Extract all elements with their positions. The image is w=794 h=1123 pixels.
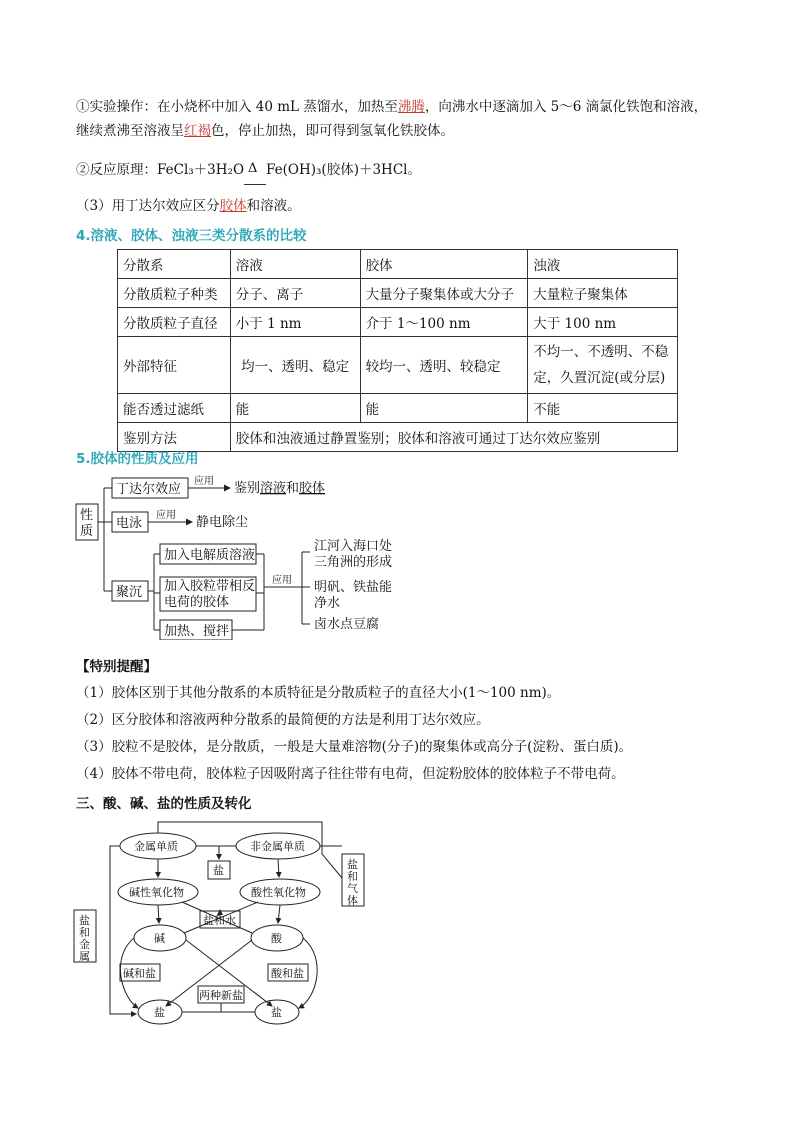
table-row: [118, 308, 678, 337]
tip-item: （4）胶体不带电荷，胶体粒子因吸附离子往往带有电荷，但淀粉胶体的胶体粒子不带电荷。: [76, 766, 625, 782]
coag-result-1-line-1: 江河入海口处: [314, 539, 393, 554]
label-acid: 酸: [271, 932, 282, 945]
app-label-2: 应用: [156, 510, 176, 521]
tyndall-result: 鉴别溶液和胶体: [234, 481, 326, 496]
table-header-cell: 胶体: [360, 250, 528, 279]
label-acid-salt: 酸和盐: [271, 967, 304, 980]
coag-method-3: 加热、搅拌: [164, 624, 230, 639]
coag-result-2-line-2: 净水: [314, 596, 341, 611]
tip-item: （1）胶体区别于其他分散系的本质特征是分散质粒子的直径大小(1～100 nm)。: [76, 685, 561, 701]
table-row: [118, 337, 678, 394]
label-basic-oxide: 碱性氧化物: [129, 886, 184, 899]
app-label-1: 应用: [194, 476, 214, 487]
table-header-row: [118, 250, 678, 279]
label-salt-gas-2: 和: [347, 870, 358, 883]
coag-result-2-line-1: 明矾、铁盐能: [314, 580, 393, 595]
principle-label: ②反应原理：: [76, 162, 157, 178]
table-row: [118, 394, 678, 423]
highlight-red-brown: 红褐: [184, 123, 211, 139]
operation-line-2: 继续煮沸至溶液呈红褐色，停止加热，即可得到氢氧化铁胶体。: [76, 123, 454, 139]
label-salt-metal-1: 盐: [79, 914, 90, 927]
label-acidic-oxide: 酸性氧化物: [251, 886, 306, 899]
label-salt-metal-4: 属: [79, 950, 90, 963]
table-cell: 不均一、不透明、不稳定，久置沉淀(或分层): [528, 337, 678, 394]
coag-method-1: 加入电解质溶液: [164, 548, 256, 563]
label-base-salt: 碱和盐: [123, 967, 156, 980]
table-cell: 大量分子聚集体或大分子: [360, 279, 528, 308]
table-cell: 能: [230, 394, 360, 423]
table-header-cell: 分散系: [118, 250, 231, 279]
table-cell: 能否透过滤纸: [118, 394, 231, 423]
table-cell: 分散质粒子种类: [118, 279, 231, 308]
principle-line: [76, 160, 421, 180]
operation-line-1: ①实验操作：在小烧杯中加入 40 mL 蒸馏水，加热至沸腾，向沸水中逐滴加入 5～6 滴氯化铁饱和溶液，: [76, 99, 708, 115]
highlight-boil: 沸腾: [397, 99, 425, 115]
item-3: （3）用丁达尔效应区分胶体和溶液。: [76, 198, 301, 214]
table-header-cell: 浊液: [528, 250, 678, 279]
label-metal: 金属单质: [134, 840, 178, 853]
electrophoresis-result: 静电除尘: [196, 515, 249, 530]
tips-title: 【特别提醒】: [76, 659, 157, 675]
equation-left: FeCl₃＋3H₂O: [157, 162, 245, 178]
label-salt-metal-3: 金: [79, 938, 90, 951]
table-cell: 外部特征: [118, 337, 231, 394]
table-cell: 分散质粒子直径: [118, 308, 231, 337]
section-5-title: 5.胶体的性质及应用: [76, 451, 199, 467]
comparison-table: [117, 249, 678, 452]
section-4-title: 4.溶液、胶体、浊液三类分散系的比较: [76, 228, 307, 244]
table-cell: 鉴别方法: [118, 423, 231, 452]
table-cell: 介于 1～100 nm: [360, 308, 528, 337]
label-salt-metal-2: 和: [79, 926, 90, 939]
label-salt-bl: 盐: [154, 1006, 165, 1019]
delta-sign: Δ: [248, 161, 258, 176]
electrophoresis-label: 电泳: [116, 516, 143, 531]
tip-item: （2）区分胶体和溶液两种分散系的最简便的方法是利用丁达尔效应。: [76, 712, 490, 728]
label-two-salts: 两种新盐: [199, 989, 243, 1002]
root-label-2: 质: [80, 524, 94, 539]
table-cell-method: 胶体和浊液通过静置鉴别；胶体和溶液可通过丁达尔效应鉴别: [230, 423, 677, 452]
app-label-3: 应用: [272, 575, 292, 586]
label-salt-gas-1: 盐: [347, 858, 358, 871]
label-salt-gas-4: 体: [347, 894, 358, 907]
label-salt-gas-3: 气: [347, 882, 358, 895]
tyndall-label: 丁达尔效应: [116, 482, 182, 497]
label-base: 碱: [154, 932, 165, 945]
label-salt-top: 盐: [213, 864, 224, 877]
coag-method-2-line-2: 电荷的胶体: [164, 595, 230, 610]
tip-item: （3）胶粒不是胶体，是分散质，一般是大量难溶物(分子)的聚集体或高分子(淀粉、蛋白质)。: [76, 739, 633, 755]
colloid-properties-diagram: [70, 468, 410, 640]
table-cell: 较均一、透明、较稳定: [360, 337, 528, 394]
label-nonmetal: 非金属单质: [250, 840, 305, 853]
operation-label: ①实验操作：: [76, 99, 157, 115]
table-cell: 均一、透明、稳定: [230, 337, 360, 394]
table-cell: 能: [360, 394, 528, 423]
table-row: [118, 423, 678, 452]
acid-base-salt-diagram: [72, 818, 372, 1028]
table-cell: 大量粒子聚集体: [528, 279, 678, 308]
highlight-colloid: 胶体: [219, 198, 247, 214]
table-row: [118, 279, 678, 308]
table-header-cell: 溶液: [230, 250, 360, 279]
label-salt-br: 盐: [271, 1006, 282, 1019]
coag-result-1-line-2: 三角洲的形成: [314, 555, 393, 570]
table-cell: 大于 100 nm: [528, 308, 678, 337]
coag-method-2-line-1: 加入胶粒带相反: [164, 579, 256, 594]
equation-right: Fe(OH)₃(胶体)＋3HCl。: [266, 162, 421, 178]
table-cell: 小于 1 nm: [230, 308, 360, 337]
table-cell: 不能: [528, 394, 678, 423]
table-cell: 分子、离子: [230, 279, 360, 308]
coagulation-label: 聚沉: [116, 585, 143, 600]
root-label-1: 性: [80, 508, 94, 523]
label-salt-water: 盐和水: [203, 914, 236, 927]
section-3-title: 三、酸、碱、盐的性质及转化: [76, 796, 252, 812]
coag-result-3: 卤水点豆腐: [314, 617, 380, 632]
